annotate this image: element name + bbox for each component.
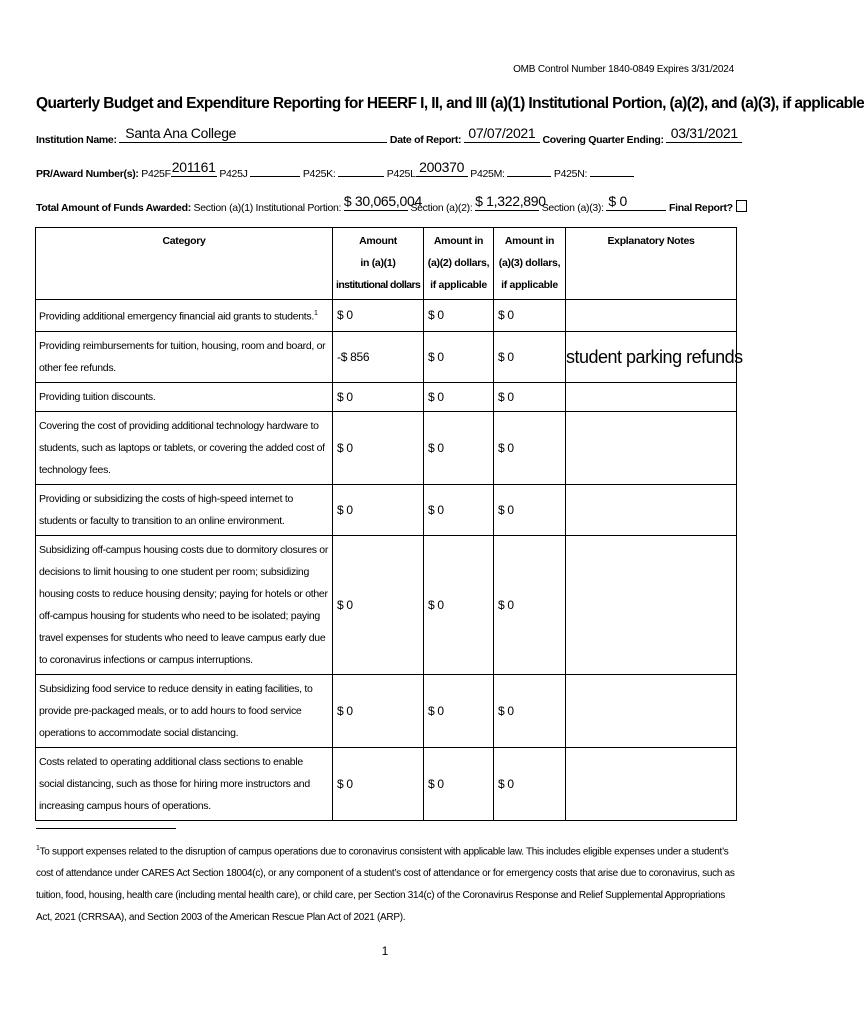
explanatory-note-cell[interactable]: student parking refunds (566, 331, 737, 382)
footnote-marker: 1 (36, 845, 40, 852)
a3-amount-cell[interactable]: $ 0 (494, 747, 566, 820)
p425k-field[interactable] (338, 165, 384, 177)
category-cell: Covering the cost of providing additional technology hardware to students, such as laptops or tablets, or covering the added cost of technology fees. (36, 411, 333, 484)
a3-amount-cell[interactable]: $ 0 (494, 411, 566, 484)
institution-name-value: Santa Ana College (125, 125, 237, 141)
a1-total-label: Section (a)(1) Institutional Portion: (193, 202, 342, 214)
a3-amount-header: Amount in (a)(3) dollars, if applicable (494, 228, 566, 300)
explanatory-note-cell[interactable] (566, 535, 737, 674)
form-title: Quarterly Budget and Expenditure Reporting for HEERF I, II, and III (a)(1) Institutional Portion, (a)(2), and (a)(3), if applicable (36, 95, 864, 112)
explanatory-note-cell[interactable] (566, 382, 737, 411)
omb-control-number: OMB Control Number 1840-0849 Expires 3/31/2024 (513, 64, 734, 75)
p425l-field[interactable] (416, 159, 468, 177)
institution-name-field[interactable] (119, 125, 387, 143)
a1-amount-cell[interactable]: $ 0 (333, 300, 424, 332)
category-cell: Providing tuition discounts. (36, 382, 333, 411)
a1-amount-cell[interactable]: $ 0 (333, 535, 424, 674)
a1-amount-cell[interactable]: $ 0 (333, 484, 424, 535)
a3-amount-cell[interactable]: $ 0 (494, 300, 566, 332)
footnote-ref: 1 (313, 310, 318, 317)
explanatory-note-cell[interactable] (566, 300, 737, 332)
a3-total-field[interactable] (606, 193, 666, 211)
a1-amount-cell[interactable]: $ 0 (333, 674, 424, 747)
a2-amount-cell[interactable]: $ 0 (424, 382, 494, 411)
p425l-label: P425L (386, 168, 416, 180)
footnote-rule (36, 828, 176, 829)
explanatory-note-cell[interactable] (566, 411, 737, 484)
category-cell: Providing additional emergency financial aid grants to students.$^1$ (36, 300, 333, 332)
category-cell: Subsidizing off-campus housing costs due to dormitory closures or decisions to limit housing to one student per room; subsidizing housing costs to reduce housing density; paying for hotels or other off-campus housing for students who need to be isolated; paying travel expenses for students who need to leave campus early due to coronavirus infections or campus interruptions. (36, 535, 333, 674)
a3-amount-cell[interactable]: $ 0 (494, 331, 566, 382)
a2-amount-cell[interactable]: $ 0 (424, 411, 494, 484)
p425j-field[interactable] (250, 165, 300, 177)
quarter-ending-value: 03/31/2021 (670, 125, 738, 141)
p425j-label: P425J (219, 168, 248, 180)
a2-amount-header: Amount in (a)(2) dollars, if applicable (424, 228, 494, 300)
institution-row (36, 125, 742, 146)
a1-total-field[interactable] (343, 193, 422, 211)
footnote (36, 838, 736, 929)
a1-amount-cell[interactable]: $ 0 (333, 747, 424, 820)
table-row (36, 484, 737, 535)
award-label: PR/Award Number(s): (36, 168, 139, 180)
p425l-value: 200370 (419, 159, 465, 175)
explanatory-note-cell[interactable] (566, 484, 737, 535)
p425f-label: P425F (141, 168, 171, 180)
date-of-report-value: 07/07/2021 (468, 125, 536, 141)
p425n-label: P425N: (553, 168, 588, 180)
a3-amount-cell[interactable]: $ 0 (494, 382, 566, 411)
table-row (36, 674, 737, 747)
date-of-report-field[interactable] (464, 125, 540, 143)
a3-total-label: Section (a)(3): (541, 202, 604, 214)
award-numbers-row (36, 159, 634, 180)
page-number: 1 (381, 944, 389, 958)
totals-row (36, 193, 747, 214)
a1-total-value: $ 30,065,004 (343, 193, 422, 209)
a2-amount-cell[interactable]: $ 0 (424, 535, 494, 674)
a2-total-value: $ 1,322,890 (475, 193, 546, 209)
a3-amount-cell[interactable]: $ 0 (494, 535, 566, 674)
explanatory-note-cell[interactable] (566, 674, 737, 747)
table-row (36, 382, 737, 411)
table-row (36, 747, 737, 820)
a3-amount-cell[interactable]: $ 0 (494, 674, 566, 747)
a2-amount-cell[interactable]: $ 0 (424, 484, 494, 535)
p425n-field[interactable] (590, 165, 634, 177)
a2-amount-cell[interactable]: $ 0 (424, 674, 494, 747)
category-cell: Providing or subsidizing the costs of high-speed internet to students or faculty to transition to an online environment. (36, 484, 333, 535)
total-funds-label: Total Amount of Funds Awarded: (36, 202, 191, 214)
table-row (36, 411, 737, 484)
p425f-value: 201161 (171, 159, 216, 175)
expenditure-table (35, 227, 743, 821)
a1-amount-cell[interactable]: $ 0 (333, 411, 424, 484)
table-row (36, 300, 737, 332)
p425k-label: P425K: (302, 168, 336, 180)
institution-label: Institution Name: (36, 134, 117, 146)
a1-amount-cell[interactable]: -$ 856 (333, 331, 424, 382)
table-row (36, 331, 737, 382)
date-of-report-label: Date of Report: (389, 134, 462, 146)
table-row (36, 535, 737, 674)
footnote-text: To support expenses related to the disruption of campus operations due to coronavirus consistent with applicable law. This includes eligible expenses under a student’s cost of attendance under CARES Act Section 18004(c), or any component of a student’s cost of attendance or for emergency costs that arise due to coronavirus, such as tuition, food, housing, health care (including mental health care), or child care, per Section 314(c) of the Coronavirus Response and Relief Supplemental Appropriations Act, 2021 (CRRSAA), and Section 2003 of the American Rescue Plan Act of 2021 (ARP). (36, 846, 735, 924)
category-cell: Providing reimbursements for tuition, housing, room and board, or other fee refunds. (36, 331, 333, 382)
a2-amount-cell[interactable]: $ 0 (424, 300, 494, 332)
p425m-field[interactable] (507, 165, 551, 177)
a2-amount-cell[interactable]: $ 0 (424, 331, 494, 382)
final-report-checkbox[interactable] (736, 200, 747, 212)
a3-total-value: $ 0 (608, 193, 627, 209)
table-header-row (36, 228, 737, 300)
explanatory-note-cell[interactable] (566, 747, 737, 820)
quarter-ending-label: Covering Quarter Ending: (542, 134, 664, 146)
a1-amount-header: Amount in (a)(1) institutional dollars (333, 228, 424, 300)
p425m-label: P425M: (470, 168, 505, 180)
p425f-field[interactable] (171, 159, 217, 177)
final-report-label: Final Report? (669, 202, 733, 214)
explanatory-notes-header: Explanatory Notes (566, 228, 737, 300)
a2-total-field[interactable] (475, 193, 546, 211)
category-cell: Costs related to operating additional class sections to enable social distancing, such as those for hiring more instructors and increasing campus hours of operations. (36, 747, 333, 820)
a1-amount-cell[interactable]: $ 0 (333, 382, 424, 411)
category-cell: Subsidizing food service to reduce density in eating facilities, to provide pre-packaged meals, or to add hours to food service operations to accommodate social distancing. (36, 674, 333, 747)
quarter-ending-field[interactable] (666, 125, 742, 143)
category-header: Category (36, 228, 333, 300)
a2-amount-cell[interactable]: $ 0 (424, 747, 494, 820)
a3-amount-cell[interactable]: $ 0 (494, 484, 566, 535)
a2-total-label: Section (a)(2): (410, 202, 473, 214)
